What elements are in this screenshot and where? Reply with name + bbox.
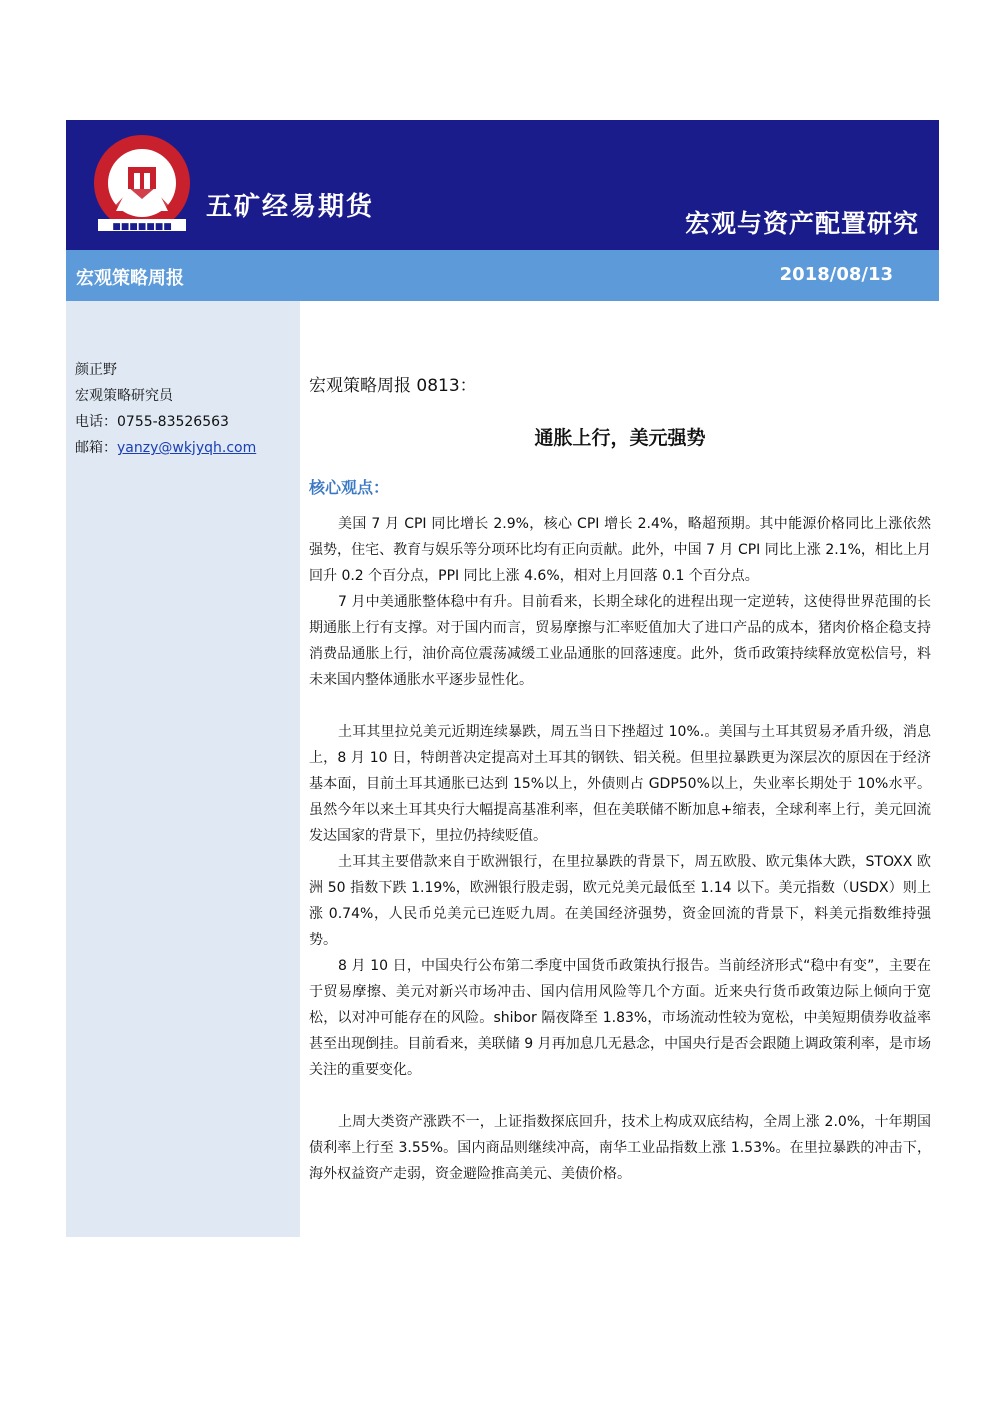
paragraph: 7 月中美通胀整体稳中有升。目前看来，长期全球化的进程出现一定逆转，这使得世界范围的长期通胀上行有支撑。对于国内而言，贸易摩擦与汇率贬值加大了进口产品的成本，猪肉价格企稳支持消费品通胀上行，油价高位震荡减缓工业品通胀的回落速度。此外，货币政策持续释放宽松信号，料未来国内整体通胀水平逐步显性化。: [309, 594, 931, 688]
paragraph: 土耳其主要借款来自于欧洲银行，在里拉暴跌的背景下，周五欧股、欧元集体大跌，STOXX 欧洲 50 指数下跌 1.19%，欧洲银行股走弱，欧元兑美元最低至 1.14 以下。美元指数（USDX）则上涨 0.74%，人民币兑美元已连贬九周。在美国经济强势，资金回流的背景下，料美元指数维持强势。: [309, 854, 931, 948]
paragraph: 美国 7 月 CPI 同比增长 2.9%，核心 CPI 增长 2.4%，略超预期。其中能源价格同比上涨依然强势，住宅、教育与娱乐等分项环比均有正向贡献。此外，中国 7 月 CPI 同比上涨 2.1%，相比上月回升 0.2 个百分点，PPI 同比上涨 4.6%，相对上月回落 0.1 个百分点。: [309, 516, 931, 584]
report-header: [66, 120, 939, 250]
svg-text:■■■■■■■: ■■■■■■■: [112, 222, 172, 232]
article-headline: 通胀上行，美元强势: [534, 427, 706, 449]
author-name: 颜正野: [75, 362, 117, 378]
department-name: 宏观与资产配置研究: [684, 209, 919, 238]
author-email-row: [75, 437, 256, 457]
company-name: 五矿经易期货: [206, 192, 375, 222]
report-type: 宏观策略周报: [76, 268, 184, 289]
author-role: 宏观策略研究员: [75, 388, 173, 404]
report-date: 2018/08/13: [779, 264, 893, 285]
paragraph: 上周大类资产涨跌不一，上证指数探底回升，技术上构成双底结构，全周上涨 2.0%，十年期国债利率上行至 3.55%。国内商品则继续冲高，南华工业品指数上涨 1.53%。在里拉暴跌的冲击下，海外权益资产走弱，资金避险推高美元、美债价格。: [309, 1114, 931, 1182]
section-title: 核心观点：: [309, 478, 390, 497]
author-phone: 电话：0755-83526563: [75, 414, 229, 430]
author-sidebar: [66, 301, 300, 1237]
article-subtitle: 宏观策略周报 0813：: [309, 376, 477, 396]
paragraph: 土耳其里拉兑美元近期连续暴跌，周五当日下挫超过 10%.。美国与土耳其贸易矛盾升级，消息上，8 月 10 日，特朗普决定提高对土耳其的钢铁、铝关税。但里拉暴跌更为深层次的原因在于经济基本面，目前土耳其通胀已达到 15%以上，外债则占 GDP50%以上，失业率长期处于 10%水平。虽然今年以来土耳其央行大幅提高基准利率，但在美联储不断加息+缩表，全球利率上行，美元回流发达国家的背景下，里拉仍持续贬值。: [309, 724, 931, 844]
email-label: 邮箱：: [75, 440, 117, 456]
report-title-bar: [66, 250, 939, 301]
paragraph: 8 月 10 日，中国央行公布第二季度中国货币政策执行报告。当前经济形式“稳中有变”，主要在于贸易摩擦、美元对新兴市场冲击、国内信用风险等几个方面。近来央行货币政策边际上倾向于宽松，以对冲可能存在的风险。shibor 隔夜降至 1.83%，市场流动性较为宽松，中美短期债券收益率甚至出现倒挂。目前看来，美联储 9 月再加息几无悬念，中国央行是否会跟随上调政策利率，是市场关注的重要变化。: [309, 958, 931, 1078]
author-email-link[interactable]: yanzy@wkjyqh.com: [117, 440, 257, 456]
minmetals-logo-icon: [92, 133, 192, 233]
